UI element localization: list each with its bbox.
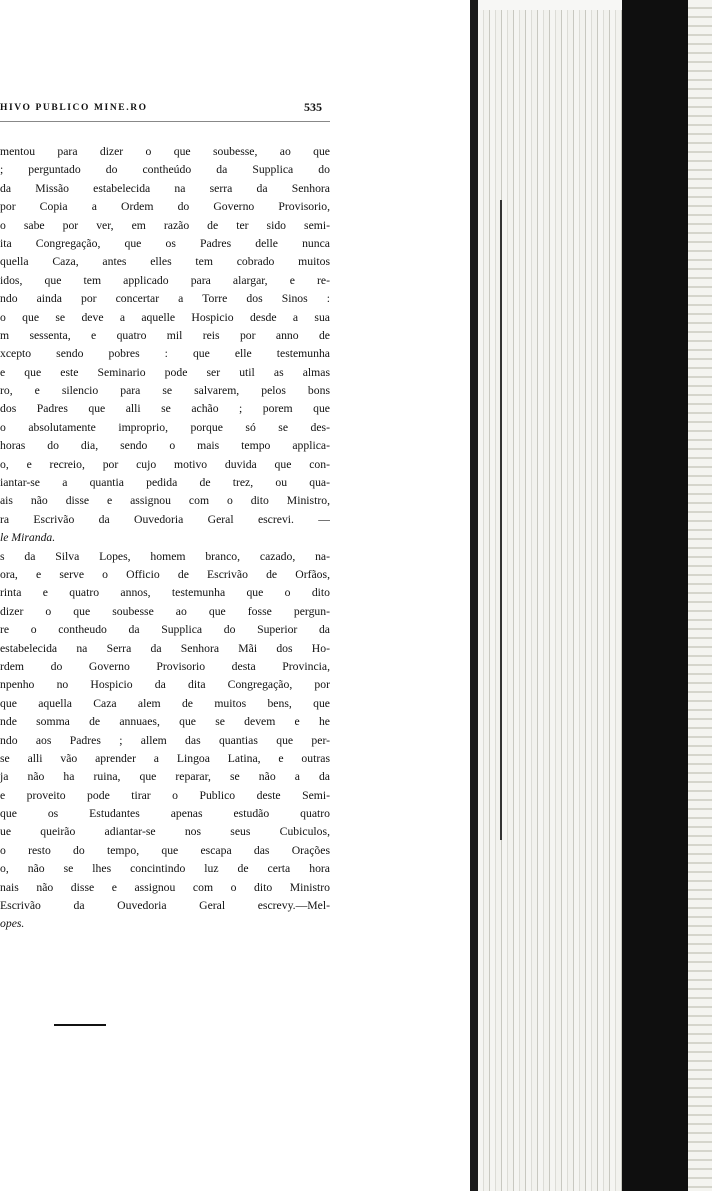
text-line: horas do dia, sendo o mais tempo applica- <box>0 439 330 453</box>
text-line: ra Escrivão da Ouvedoria Geral escrevi. — <box>0 512 330 526</box>
text-line: se alli vão aprender a Lingoa Latina, e outras <box>0 751 330 765</box>
text-line: que os Estudantes apenas estudão quatro <box>0 807 330 821</box>
text-line: o que se deve a aquelle Hospicio desde a sua <box>0 310 330 324</box>
signature-line: opes. <box>0 917 25 931</box>
text-line: estabelecida na Serra da Senhora Mãi dos Ho- <box>0 641 330 655</box>
page-header <box>0 100 322 119</box>
text-line: xcepto sendo pobres : que elle testemunha <box>0 347 330 361</box>
header-rule <box>0 121 330 122</box>
text-line: que aquella Caza alem de muitos bens, que <box>0 696 330 710</box>
section-end-rule <box>54 1024 106 1026</box>
text-line: rdem do Governo Provisorio desta Provincia, <box>0 659 330 673</box>
signature-line: le Miranda. <box>0 531 56 545</box>
text-line: o resto do tempo, que escapa das Orações <box>0 843 330 857</box>
text-line: Escrivão da Ouvedoria Geral escrevy.—Mel- <box>0 899 330 913</box>
text-line: o absolutamente improprio, porque só se des- <box>0 420 330 434</box>
text-line: ; perguntado do contheúdo da Supplica do <box>0 163 330 177</box>
text-line: npenho no Hospicio da dita Congregação, por <box>0 678 330 692</box>
text-line: dizer o que soubesse ao que fosse pergun- <box>0 604 330 618</box>
text-line: s da Silva Lopes, homem branco, cazado, na- <box>0 549 330 563</box>
text-line: m sessenta, e quatro mil reis por anno de <box>0 328 330 342</box>
text-line: o sabe por ver, em razão de ter sido semi- <box>0 218 330 232</box>
text-line: nais não disse e assignou com o dito Ministro <box>0 880 330 894</box>
text-line: da Missão estabelecida na serra da Senhora <box>0 181 330 195</box>
book-gutter <box>622 0 688 1191</box>
text-line: nde somma de annuaes, que se devem e he <box>0 715 330 729</box>
outer-page-edge <box>688 0 712 1191</box>
text-line: rinta e quatro annos, testemunha que o dito <box>0 586 330 600</box>
page-number: 535 <box>304 100 322 114</box>
text-line: idos, que tem applicado para alargar, e re- <box>0 273 330 287</box>
text-line: ro, e silencio para se salvarem, pelos bons <box>0 384 330 398</box>
text-line: iantar-se a quantia pedida de trez, ou qua- <box>0 476 330 490</box>
page-edge-shadow <box>470 0 478 1191</box>
text-line: por Copia a Ordem do Governo Provisorio, <box>0 200 330 214</box>
text-line: re o contheudo da Supplica do Superior da <box>0 623 330 637</box>
text-line: ndo ainda por concertar a Torre dos Sinos : <box>0 292 330 306</box>
text-line: o, e recreio, por cujo motivo duvida que con- <box>0 457 330 471</box>
binding-thread <box>500 200 502 840</box>
running-head: HIVO PUBLICO MINE.RO <box>0 103 148 113</box>
text-line: dos Padres que alli se achão ; porem que <box>0 402 330 416</box>
text-line: mentou para dizer o que soubesse, ao que <box>0 145 330 158</box>
text-line: ita Congregação, que os Padres delle nunca <box>0 236 330 250</box>
text-line: o, não se lhes concintindo luz de certa hora <box>0 862 330 876</box>
text-line: ndo aos Padres ; allem das quantias que per- <box>0 733 330 747</box>
body-text <box>0 143 330 934</box>
text-line: quella Caza, antes elles tem cobrado muitos <box>0 255 330 269</box>
text-line: ais não disse e assignou com o dito Ministro, <box>0 494 330 508</box>
text-line: ue queirão adiantar-se nos seus Cubiculos, <box>0 825 330 839</box>
text-line: e proveito pode tirar o Publico deste Semi- <box>0 788 330 802</box>
text-line: ja não ha ruina, que reparar, se não a da <box>0 770 330 784</box>
text-line: e que este Seminario pode ser util as almas <box>0 365 330 379</box>
text-line: ora, e serve o Officio de Escrivão de Orfãos, <box>0 567 330 581</box>
